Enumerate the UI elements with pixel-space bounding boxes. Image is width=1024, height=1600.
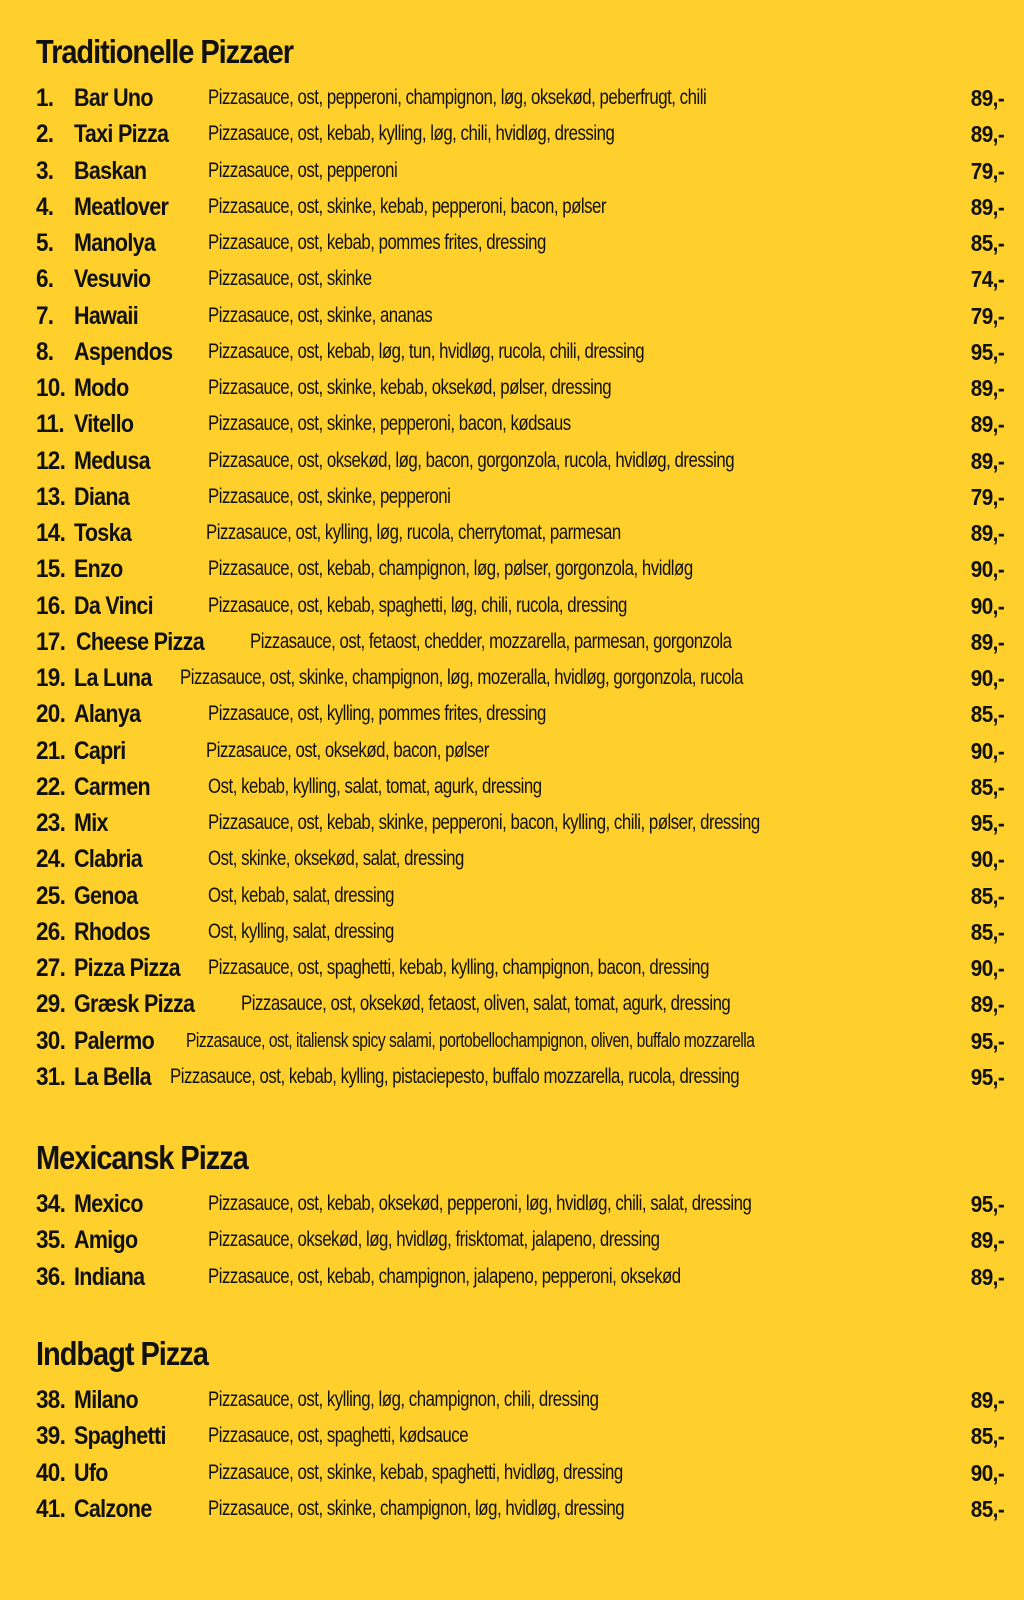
menu-item-description: Pizzasauce, ost, skinke, pepperoni bbox=[208, 484, 451, 508]
menu-item-number: 19. bbox=[36, 664, 66, 692]
menu-item-name: Taxi Pizza bbox=[74, 120, 169, 149]
menu-item-description: Ost, kebab, salat, dressing bbox=[208, 883, 394, 907]
menu-item bbox=[36, 660, 1004, 696]
menu-item-price: 85,- bbox=[970, 773, 1004, 800]
menu-item-price: 89,- bbox=[970, 628, 1004, 655]
menu-item bbox=[36, 515, 1004, 551]
menu-item-number: 31. bbox=[36, 1062, 66, 1091]
menu-item-number: 4. bbox=[36, 192, 54, 221]
menu-item bbox=[36, 986, 1004, 1022]
menu-item-description: Pizzasauce, ost, skinke bbox=[208, 267, 372, 291]
menu-item bbox=[36, 1382, 1004, 1418]
menu-item-description: Pizzasauce, ost, kebab, pommes frites, dressing bbox=[208, 231, 546, 254]
menu-item-number: 17. bbox=[36, 627, 66, 656]
menu-item-name: Cheese Pizza bbox=[76, 627, 204, 656]
menu-item-price: 90,- bbox=[970, 955, 1004, 981]
menu-item-price: 85,- bbox=[970, 882, 1004, 909]
menu-item-list bbox=[36, 1186, 1004, 1295]
menu-item-description: Pizzasauce, ost, skinke, champignon, løg, mozeralla, hvidløg, gorgonzola, rucola bbox=[180, 666, 743, 689]
menu-item-description: Pizzasauce, ost, skinke, kebab, pepperoni, bacon, pølser bbox=[208, 194, 607, 218]
menu-item-name: Amigo bbox=[74, 1226, 138, 1255]
menu-item-description: Pizzasauce, ost, skinke, ananas bbox=[208, 303, 433, 327]
menu-item bbox=[36, 261, 1004, 297]
menu-item bbox=[36, 950, 1004, 986]
menu-item-description: Pizzasauce, ost, oksekød, bacon, pølser bbox=[206, 738, 489, 762]
menu-item bbox=[36, 1222, 1004, 1258]
section-traditionelle-pizzaer bbox=[36, 32, 1004, 1095]
menu-item-description: Pizzasauce, ost, italiensk spicy salami, portobellochampignon, oliven, buffalo mozzarella bbox=[186, 1029, 755, 1052]
menu-item-name: La Luna bbox=[74, 664, 152, 692]
menu-item-description: Pizzasauce, oksekød, løg, hvidløg, frisktomat, jalapeno, dressing bbox=[208, 1228, 660, 1252]
menu-item bbox=[36, 443, 1004, 479]
menu-item-price: 85,- bbox=[970, 918, 1004, 945]
menu-item bbox=[36, 551, 1004, 587]
menu-item-price: 95,- bbox=[970, 1191, 1004, 1217]
menu-item-price: 85,- bbox=[970, 1423, 1004, 1450]
section-title: Traditionelle Pizzaer bbox=[36, 33, 294, 70]
menu-item bbox=[36, 80, 1004, 116]
menu-item-number: 39. bbox=[36, 1422, 66, 1451]
menu-item-price: 95,- bbox=[970, 338, 1004, 365]
menu-item-name: Spaghetti bbox=[74, 1422, 166, 1451]
menu-item bbox=[36, 696, 1004, 732]
menu-item bbox=[36, 841, 1004, 877]
menu-item bbox=[36, 878, 1004, 914]
menu-item-number: 38. bbox=[36, 1386, 66, 1414]
menu-item-description: Pizzasauce, ost, kebab, spaghetti, løg, chili, rucola, dressing bbox=[208, 593, 627, 617]
menu-item bbox=[36, 733, 1004, 769]
menu-item-name: Mix bbox=[74, 809, 108, 837]
menu-item-number: 34. bbox=[36, 1190, 66, 1218]
menu-item-price: 89,- bbox=[970, 1227, 1004, 1254]
menu-item-number: 7. bbox=[36, 301, 54, 330]
menu-item-name: Medusa bbox=[74, 446, 150, 475]
menu-item-description: Pizzasauce, ost, kylling, pommes frites, dressing bbox=[208, 702, 546, 726]
menu-item-price: 79,- bbox=[970, 483, 1004, 510]
menu-item-price: 89,- bbox=[970, 991, 1004, 1018]
menu-item-price: 90,- bbox=[970, 846, 1004, 873]
section-title: Indbagt Pizza bbox=[36, 1335, 208, 1372]
menu-item-number: 25. bbox=[36, 881, 66, 910]
menu-item bbox=[36, 334, 1004, 370]
menu-item-name: Milano bbox=[74, 1386, 138, 1414]
menu-item-description: Pizzasauce, ost, kebab, champignon, jalapeno, pepperoni, oksekød bbox=[208, 1264, 681, 1288]
menu-item-number: 41. bbox=[36, 1494, 66, 1523]
menu-item-name: La Bella bbox=[74, 1062, 151, 1091]
menu-item-number: 1. bbox=[36, 84, 54, 112]
menu-item-description: Pizzasauce, ost, oksekød, fetaost, oliven, salat, tomat, agurk, dressing bbox=[241, 992, 731, 1016]
menu-item-price: 90,- bbox=[970, 665, 1004, 691]
menu-item-description: Pizzasauce, ost, kylling, løg, champignon, chili, dressing bbox=[208, 1388, 599, 1411]
menu-item-number: 15. bbox=[36, 555, 66, 584]
menu-item-price: 85,- bbox=[970, 1495, 1004, 1522]
menu-item-price: 89,- bbox=[970, 193, 1004, 220]
menu-item-name: Vitello bbox=[74, 410, 134, 439]
menu-item-description: Pizzasauce, ost, kebab, oksekød, pepperoni, løg, hvidløg, chili, salat, dressing bbox=[208, 1192, 752, 1215]
menu-item-list bbox=[36, 1382, 1004, 1527]
menu-item-number: 5. bbox=[36, 229, 54, 257]
menu-item bbox=[36, 225, 1004, 261]
menu-item bbox=[36, 769, 1004, 805]
section-title: Mexicansk Pizza bbox=[36, 1139, 248, 1176]
menu-item-description: Ost, kebab, kylling, salat, tomat, agurk, dressing bbox=[208, 774, 542, 798]
menu-item-price: 85,- bbox=[970, 230, 1004, 256]
menu-item-name: Meatlover bbox=[74, 192, 169, 221]
menu-item-name: Alanya bbox=[74, 700, 141, 729]
menu-item-name: Calzone bbox=[74, 1494, 152, 1523]
menu-item bbox=[36, 406, 1004, 442]
menu-item-price: 85,- bbox=[970, 701, 1004, 728]
menu-item-description: Pizzasauce, ost, kebab, kylling, løg, chili, hvidløg, dressing bbox=[208, 122, 615, 146]
menu-item-name: Genoa bbox=[74, 881, 138, 910]
menu-item bbox=[36, 1259, 1004, 1295]
menu-item-name: Hawaii bbox=[74, 301, 138, 330]
menu-item-number: 24. bbox=[36, 845, 66, 874]
menu-item-price: 90,- bbox=[970, 737, 1004, 764]
menu-item-description: Pizzasauce, ost, pepperoni bbox=[208, 158, 398, 182]
menu-item-price: 74,- bbox=[970, 266, 1004, 293]
menu-item-number: 11. bbox=[36, 410, 64, 439]
menu-item-name: Rhodos bbox=[74, 917, 150, 946]
menu-item-description: Pizzasauce, ost, oksekød, løg, bacon, gorgonzola, rucola, hvidløg, dressing bbox=[208, 448, 735, 472]
menu-item-price: 95,- bbox=[970, 810, 1004, 836]
menu-item-description: Ost, skinke, oksekød, salat, dressing bbox=[208, 847, 464, 871]
menu-item-name: Toska bbox=[74, 519, 132, 547]
menu-item-price: 89,- bbox=[970, 520, 1004, 546]
menu-item-number: 10. bbox=[36, 374, 66, 402]
menu-item bbox=[36, 189, 1004, 225]
menu-item-list bbox=[36, 80, 1004, 1095]
menu-item-name: Aspendos bbox=[74, 337, 173, 366]
menu-item bbox=[36, 298, 1004, 334]
menu-item-name: Ufo bbox=[74, 1458, 108, 1487]
menu-item-price: 95,- bbox=[970, 1027, 1004, 1054]
menu-item-number: 21. bbox=[36, 736, 66, 765]
menu-item-price: 89,- bbox=[970, 375, 1004, 401]
menu-item-number: 26. bbox=[36, 917, 66, 946]
menu-item-number: 13. bbox=[36, 482, 66, 511]
menu-item-name: Manolya bbox=[74, 229, 156, 257]
menu-item-name: Capri bbox=[74, 736, 126, 765]
menu-item-description: Pizzasauce, ost, fetaost, chedder, mozzarella, parmesan, gorgonzola bbox=[250, 629, 732, 653]
menu-item-name: Palermo bbox=[74, 1026, 155, 1055]
menu-item bbox=[36, 1023, 1004, 1059]
menu-item-description: Pizzasauce, ost, spaghetti, kødsauce bbox=[208, 1424, 469, 1448]
menu-item-price: 90,- bbox=[970, 1459, 1004, 1486]
menu-item-price: 89,- bbox=[970, 1387, 1004, 1413]
menu-item-name: Indiana bbox=[74, 1262, 145, 1291]
menu-item bbox=[36, 1186, 1004, 1222]
menu-item-price: 90,- bbox=[970, 556, 1004, 583]
menu-item-name: Enzo bbox=[74, 555, 123, 584]
menu-item-number: 36. bbox=[36, 1262, 66, 1291]
menu-item-price: 89,- bbox=[970, 85, 1004, 111]
menu-item bbox=[36, 624, 1004, 660]
menu-item-price: 79,- bbox=[970, 302, 1004, 329]
menu-item-description: Pizzasauce, ost, skinke, pepperoni, bacon, kødsaus bbox=[208, 412, 571, 436]
menu-item-name: Græsk Pizza bbox=[74, 990, 195, 1019]
menu-item bbox=[36, 116, 1004, 152]
menu-item-description: Pizzasauce, ost, kebab, kylling, pistaciepesto, buffalo mozzarella, rucola, dressing bbox=[170, 1064, 740, 1088]
menu-item bbox=[36, 479, 1004, 515]
menu-item-number: 14. bbox=[36, 519, 66, 547]
menu-item-name: Diana bbox=[74, 482, 130, 511]
menu-item-name: Bar Uno bbox=[74, 84, 153, 112]
menu-item bbox=[36, 1455, 1004, 1491]
menu-item-name: Modo bbox=[74, 374, 129, 402]
menu-item-description: Pizzasauce, ost, kylling, løg, rucola, cherrytomat, parmesan bbox=[206, 521, 621, 544]
menu-item-number: 35. bbox=[36, 1226, 66, 1255]
menu-item-price: 89,- bbox=[970, 1263, 1004, 1290]
menu-item-name: Pizza Pizza bbox=[74, 954, 180, 982]
menu-item-description: Pizzasauce, ost, skinke, champignon, løg, hvidløg, dressing bbox=[208, 1496, 625, 1520]
menu-item bbox=[36, 805, 1004, 841]
menu-item bbox=[36, 370, 1004, 406]
menu-item-description: Pizzasauce, ost, kebab, champignon, løg, pølser, gorgonzola, hvidløg bbox=[208, 557, 693, 581]
menu-item-number: 29. bbox=[36, 990, 66, 1019]
menu-item-price: 95,- bbox=[970, 1063, 1004, 1090]
menu-item-number: 40. bbox=[36, 1458, 66, 1487]
menu-item-number: 20. bbox=[36, 700, 66, 729]
menu-item-number: 12. bbox=[36, 446, 66, 475]
menu-item-description: Pizzasauce, ost, spaghetti, kebab, kylling, champignon, bacon, dressing bbox=[208, 956, 710, 979]
menu-item bbox=[36, 153, 1004, 189]
menu-item-description: Pizzasauce, ost, skinke, kebab, spaghetti, hvidløg, dressing bbox=[208, 1460, 623, 1484]
menu-item bbox=[36, 1491, 1004, 1527]
menu-item-name: Clabria bbox=[74, 845, 143, 874]
menu-item-number: 8. bbox=[36, 337, 54, 366]
menu-item-number: 30. bbox=[36, 1026, 66, 1055]
menu-item-name: Mexico bbox=[74, 1190, 143, 1218]
menu-item bbox=[36, 588, 1004, 624]
menu-item-number: 22. bbox=[36, 772, 66, 801]
menu-item-name: Vesuvio bbox=[74, 265, 151, 294]
menu-item-number: 23. bbox=[36, 809, 66, 837]
menu-item-price: 89,- bbox=[970, 121, 1004, 148]
menu-item-description: Pizzasauce, ost, skinke, kebab, oksekød, pølser, dressing bbox=[208, 376, 612, 399]
menu-item-name: Baskan bbox=[74, 156, 147, 185]
menu-item-price: 90,- bbox=[970, 592, 1004, 619]
menu-item-name: Carmen bbox=[74, 772, 150, 801]
section-indbagt-pizza bbox=[36, 1334, 1004, 1527]
menu-item-description: Pizzasauce, ost, kebab, skinke, pepperoni, bacon, kylling, chili, pølser, dressing bbox=[208, 811, 760, 834]
menu-item-price: 89,- bbox=[970, 411, 1004, 438]
section-mexicansk-pizza bbox=[36, 1138, 1004, 1295]
menu-item bbox=[36, 914, 1004, 950]
menu-item-name: Da Vinci bbox=[74, 591, 153, 620]
menu-item-description: Pizzasauce, ost, kebab, løg, tun, hvidløg, rucola, chili, dressing bbox=[208, 339, 645, 363]
menu-item-price: 79,- bbox=[970, 157, 1004, 184]
menu-item bbox=[36, 1418, 1004, 1454]
menu-item-number: 3. bbox=[36, 156, 54, 185]
menu-item bbox=[36, 1059, 1004, 1095]
menu-item-number: 27. bbox=[36, 954, 66, 982]
menu-item-number: 6. bbox=[36, 265, 54, 294]
menu-item-number: 16. bbox=[36, 591, 66, 620]
menu-item-description: Pizzasauce, ost, pepperoni, champignon, løg, oksekød, peberfrugt, chili bbox=[208, 86, 707, 109]
menu-item-number: 2. bbox=[36, 120, 54, 149]
menu-item-price: 89,- bbox=[970, 447, 1004, 474]
menu-item-description: Ost, kylling, salat, dressing bbox=[208, 919, 394, 943]
